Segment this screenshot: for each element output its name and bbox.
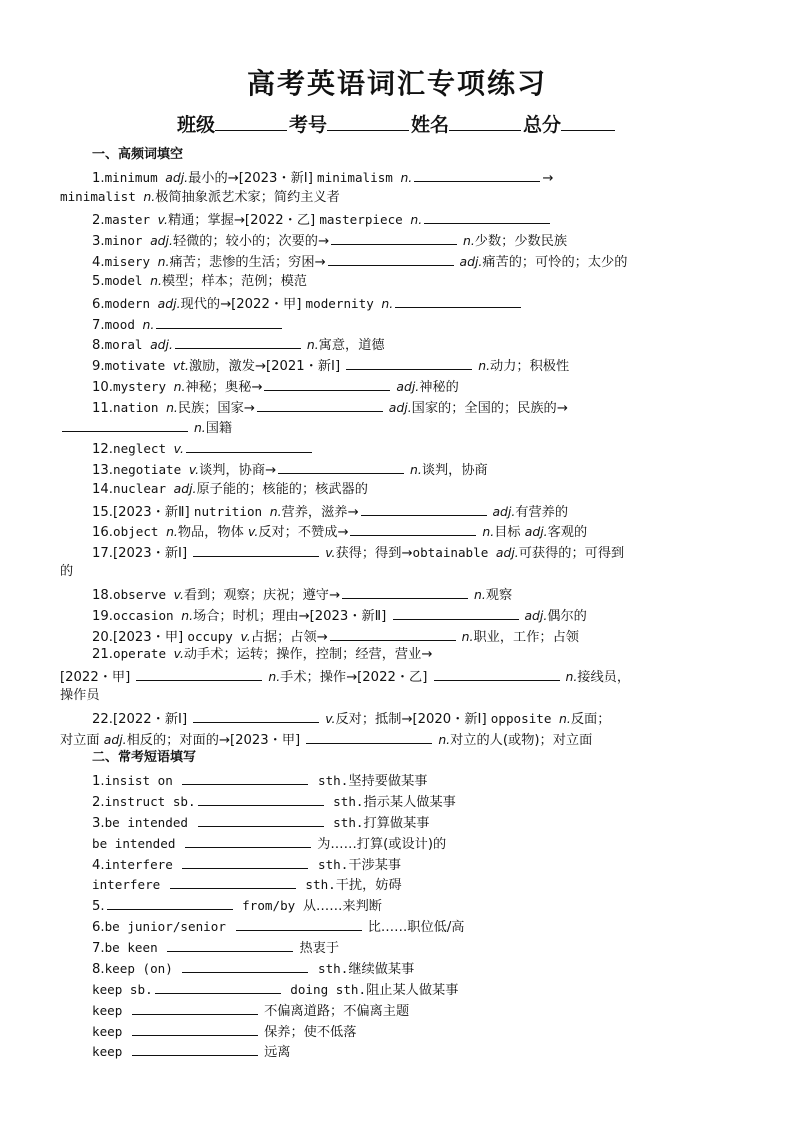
text: 比……职位低/高 <box>363 920 465 935</box>
english-text: motivate <box>104 358 173 373</box>
answer-blank[interactable] <box>342 584 468 599</box>
text: 少数；少数民族 <box>474 234 568 249</box>
english-text: moral <box>104 337 151 352</box>
text: 动力；积极性 <box>490 359 570 374</box>
english-text: keep sb. <box>92 982 153 997</box>
exercise-line <box>92 521 587 542</box>
text: 原子能的；核能的；核武器的 <box>196 482 368 497</box>
part-of-speech: n. <box>173 379 186 394</box>
exercise-line <box>92 937 339 958</box>
text: 15.[2023・新Ⅱ] <box>92 505 194 520</box>
english-text: sth. <box>297 877 336 892</box>
english-text: minimum <box>104 170 166 185</box>
part-of-speech: adj. <box>495 545 519 560</box>
english-text: doing sth. <box>282 982 367 997</box>
answer-blank[interactable] <box>424 209 550 224</box>
exercise-line <box>92 459 488 480</box>
text: 二、常考短语填写 <box>92 750 197 765</box>
part-of-speech: v. <box>321 545 336 560</box>
text: 16. <box>92 525 113 540</box>
exercise-line <box>92 833 446 854</box>
text: 4. <box>92 858 105 873</box>
english-text: interfere <box>92 877 168 892</box>
english-text: master <box>104 212 158 227</box>
answer-blank[interactable] <box>132 1041 258 1056</box>
part-of-speech: v. <box>248 524 259 539</box>
part-of-speech: n. <box>269 504 282 519</box>
answer-blank[interactable] <box>62 417 188 432</box>
english-text: minimalist <box>60 189 144 204</box>
text: 14. <box>92 482 113 497</box>
text: 客观的 <box>547 525 588 540</box>
part-of-speech: n. <box>190 420 206 435</box>
part-of-speech: n. <box>559 711 571 726</box>
text: 热衷于 <box>295 941 340 956</box>
english-text: be intended <box>92 836 183 851</box>
english-text: occasion <box>112 608 182 623</box>
answer-blank[interactable] <box>330 626 456 641</box>
text: 8. <box>92 338 105 353</box>
text: 目标 <box>494 525 525 540</box>
part-of-speech: n. <box>166 524 178 539</box>
text: 不偏离道路；不偏离主题 <box>259 1004 410 1019</box>
part-of-speech: v. <box>240 629 251 644</box>
page-title: 高考英语词汇专项练习 <box>246 67 547 100</box>
answer-blank[interactable] <box>182 958 308 973</box>
text: 坚持要做某事 <box>348 774 428 789</box>
exercise-line <box>92 770 427 791</box>
exercise-line <box>92 1041 291 1062</box>
answer-blank[interactable] <box>393 605 519 620</box>
text: 17.[2023・新Ⅰ] <box>92 546 192 561</box>
part-of-speech: adj. <box>103 732 127 747</box>
english-text: interfere <box>104 857 181 872</box>
answer-blank[interactable] <box>395 293 521 308</box>
english-text: misery <box>104 254 158 269</box>
answer-blank[interactable] <box>132 1000 258 1015</box>
part-of-speech: n. <box>457 629 474 644</box>
english-text: opposite <box>490 711 560 726</box>
part-of-speech: adj. <box>165 170 189 185</box>
text: 2. <box>92 213 105 228</box>
text: 阻止某人做某事 <box>366 983 459 998</box>
text: 从……来判断 <box>302 899 382 914</box>
text: 干涉某事 <box>348 858 402 873</box>
exercise-line <box>60 563 73 581</box>
part-of-speech: adj. <box>392 379 420 394</box>
exam-number-label: 考号 <box>288 114 327 136</box>
exercise-line <box>92 480 368 499</box>
text: 6. <box>92 920 105 935</box>
part-of-speech: n. <box>478 524 495 539</box>
english-text: minimalism <box>317 170 401 185</box>
class-label: 班级 <box>176 114 215 136</box>
section-heading <box>92 146 183 164</box>
exercise-line <box>92 605 587 626</box>
text: 偶尔的 <box>547 609 587 624</box>
exercise-line <box>92 501 568 522</box>
text: 观察 <box>485 588 513 603</box>
answer-blank[interactable] <box>257 397 383 412</box>
text: 手术；操作→[2022・乙] <box>280 670 432 685</box>
part-of-speech: vt. <box>172 358 189 373</box>
part-of-speech: v. <box>173 646 184 661</box>
english-text: keep <box>92 1044 130 1059</box>
part-of-speech: v. <box>173 587 184 602</box>
exercise-line <box>92 355 569 376</box>
part-of-speech: adj. <box>488 504 516 519</box>
part-of-speech: n. <box>561 669 578 684</box>
answer-blank[interactable] <box>193 542 319 557</box>
english-text: nation <box>112 400 167 415</box>
text: 痛苦；悲惨的生活；穷困→ <box>169 255 326 270</box>
text: 4. <box>92 255 105 270</box>
english-text: masterpiece <box>319 212 411 227</box>
english-text: mystery <box>112 379 174 394</box>
text: 22.[2022・新Ⅰ] <box>92 712 192 727</box>
exercise-line <box>92 645 432 664</box>
text: 操作员 <box>60 688 100 703</box>
part-of-speech: n. <box>181 608 194 623</box>
text: 物品，物体 <box>177 525 248 540</box>
answer-blank[interactable] <box>350 521 476 536</box>
answer-blank[interactable] <box>331 230 457 245</box>
english-text: sth. <box>310 773 349 788</box>
english-text: modernity <box>305 296 382 311</box>
answer-blank[interactable] <box>185 833 311 848</box>
text: 对立面 <box>60 733 104 748</box>
english-text: nutrition <box>193 504 270 519</box>
text: 7. <box>92 318 105 333</box>
exercise-line <box>92 272 307 291</box>
text: 接线员， <box>577 670 631 685</box>
part-of-speech: adj. <box>150 337 173 352</box>
exercise-line <box>92 854 401 875</box>
exercise-line <box>92 438 314 459</box>
exercise-line <box>92 230 567 251</box>
exercise-line <box>92 979 458 1000</box>
text: 11. <box>92 401 113 416</box>
exercise-line <box>92 895 382 916</box>
text: 干扰，妨碍 <box>335 878 402 893</box>
part-of-speech: adj. <box>520 608 548 623</box>
answer-blank[interactable] <box>306 729 432 744</box>
text: 寓意，道德 <box>318 338 385 353</box>
answer-blank[interactable] <box>167 937 293 952</box>
english-text: neglect <box>112 441 174 456</box>
text: 12. <box>92 442 113 457</box>
answer-blank[interactable] <box>328 251 454 266</box>
exercise-line <box>92 334 385 355</box>
part-of-speech: v. <box>157 212 168 227</box>
text: 指示某人做某事 <box>363 795 456 810</box>
english-text: sth. <box>310 857 349 872</box>
english-text: sth. <box>325 794 364 809</box>
text: 1. <box>92 171 105 186</box>
english-text: keep <box>92 1024 130 1039</box>
exercise-line <box>92 209 552 230</box>
text: 21. <box>92 647 113 662</box>
text: [2022・甲] <box>60 670 135 685</box>
text: 9. <box>92 359 105 374</box>
part-of-speech: n. <box>474 358 491 373</box>
answer-blank[interactable] <box>156 314 282 329</box>
answer-blank[interactable] <box>278 459 404 474</box>
part-of-speech: adj. <box>524 524 548 539</box>
exercise-line <box>92 958 414 979</box>
part-of-speech: n. <box>143 189 156 204</box>
text: 远离 <box>259 1045 291 1060</box>
english-text: minor <box>104 233 151 248</box>
text: 谈判，协商 <box>421 463 488 478</box>
english-text: keep (on) <box>104 961 181 976</box>
part-of-speech: n. <box>410 212 423 227</box>
text: 18. <box>92 588 113 603</box>
text: 神秘；奥秘→ <box>185 380 263 395</box>
text: 极简抽象派艺术家；简约主义者 <box>155 190 340 205</box>
name-label: 姓名 <box>411 114 450 136</box>
exercise-line <box>92 916 464 937</box>
text: 3. <box>92 234 105 249</box>
answer-blank[interactable] <box>186 438 312 453</box>
english-text: be intended <box>104 815 196 830</box>
text: 国籍 <box>205 421 233 436</box>
english-text: be keen <box>104 940 166 955</box>
text: 6. <box>92 297 105 312</box>
part-of-speech: n. <box>302 337 319 352</box>
text: 继续做某事 <box>348 962 415 977</box>
exercise-line <box>92 293 523 314</box>
text: 轻微的；较小的；次要的→ <box>172 234 330 249</box>
part-of-speech: adj. <box>173 481 197 496</box>
english-text: mood <box>104 317 143 332</box>
text: 打算做某事 <box>363 816 430 831</box>
text: 20.[2023・甲] <box>92 630 188 645</box>
text: 为……打算(或设计)的 <box>313 837 447 852</box>
text: 19. <box>92 609 113 624</box>
part-of-speech: v. <box>188 462 200 477</box>
answer-blank[interactable] <box>414 167 540 182</box>
part-of-speech: n. <box>264 669 281 684</box>
text: 谈判，协商→ <box>199 463 277 478</box>
english-text: sth. <box>325 815 364 830</box>
part-of-speech: adj. <box>150 233 173 248</box>
english-text: be junior/senior <box>104 919 234 934</box>
exercise-line <box>92 376 459 397</box>
text: 1. <box>92 774 105 789</box>
text: 模型；样本；范例；模范 <box>161 274 307 289</box>
exercise-line <box>60 188 340 207</box>
part-of-speech: n. <box>150 273 162 288</box>
english-text: operate <box>112 646 174 661</box>
answer-blank[interactable] <box>361 501 487 516</box>
part-of-speech: n. <box>470 587 486 602</box>
answer-blank[interactable] <box>198 791 324 806</box>
text: 8. <box>92 962 105 977</box>
answer-blank[interactable] <box>236 916 362 931</box>
text: 有营养的 <box>515 505 569 520</box>
text: 10. <box>92 380 113 395</box>
part-of-speech: n. <box>459 233 475 248</box>
english-text: keep <box>92 1003 130 1018</box>
english-text: nuclear <box>112 481 174 496</box>
text: 民族；国家→ <box>177 401 255 416</box>
english-text: object <box>112 524 167 539</box>
english-text: negotiate <box>112 462 189 477</box>
exercise-line <box>92 584 512 605</box>
text: 最小的→[2023・新Ⅰ] <box>188 171 318 186</box>
exercise-line <box>92 397 568 418</box>
text: 神秘的 <box>419 380 459 395</box>
exercise-line <box>92 251 627 272</box>
part-of-speech: n. <box>434 732 451 747</box>
text: 国家的；全国的；民族的→ <box>411 401 568 416</box>
text: 职业，工作；占领 <box>473 630 579 645</box>
exercise-line <box>92 314 284 335</box>
part-of-speech: n. <box>400 170 413 185</box>
part-of-speech: n. <box>406 462 422 477</box>
part-of-speech: adj. <box>157 296 181 311</box>
text: 可获得的；可得到 <box>518 546 625 561</box>
answer-blank[interactable] <box>434 666 560 681</box>
english-text: observe <box>112 587 174 602</box>
text: 获得；得到→ <box>335 546 413 561</box>
english-text: insist on <box>104 773 181 788</box>
answer-blank[interactable] <box>198 812 324 827</box>
text: 精通；掌握→[2022・乙] <box>167 213 320 228</box>
exercise-line <box>92 167 553 188</box>
text: → <box>542 171 554 186</box>
exercise-line <box>92 1021 356 1042</box>
part-of-speech: n. <box>166 400 178 415</box>
part-of-speech: n. <box>381 296 394 311</box>
exercise-line <box>60 417 232 438</box>
answer-blank[interactable] <box>170 874 296 889</box>
part-of-speech: adj. <box>455 254 483 269</box>
english-text: sth. <box>310 961 349 976</box>
text: 营养，滋养→ <box>281 505 359 520</box>
answer-blank[interactable] <box>193 708 319 723</box>
exercise-line <box>60 687 100 705</box>
text: 2. <box>92 795 105 810</box>
exercise-line <box>92 874 402 895</box>
english-text: modern <box>104 296 158 311</box>
english-text: model <box>104 273 151 288</box>
exercise-line <box>92 812 429 833</box>
english-text: obtainable <box>412 545 496 560</box>
text: 激励，激发→[2021・新Ⅰ] <box>188 359 345 374</box>
text: 保养；使不低落 <box>259 1025 357 1040</box>
answer-blank[interactable] <box>136 666 262 681</box>
answer-blank[interactable] <box>155 979 281 994</box>
text: 痛苦的；可怜的；太少的 <box>482 255 628 270</box>
text: 相反的；对面的→[2023・甲] <box>126 733 305 748</box>
exercise-line <box>60 729 592 750</box>
answer-blank[interactable] <box>182 770 308 785</box>
answer-blank[interactable] <box>175 334 301 349</box>
section-heading <box>92 749 196 767</box>
english-text: from/by <box>234 898 303 913</box>
text: 看到；观察；庆祝；遵守→ <box>183 588 341 603</box>
part-of-speech: adj. <box>384 400 412 415</box>
text: 占据；占领→ <box>250 630 328 645</box>
answer-blank[interactable] <box>107 895 233 910</box>
text: 3. <box>92 816 105 831</box>
exercise-line <box>92 708 610 729</box>
text: 场合；时机；理由→[2023・新Ⅱ] <box>193 609 391 624</box>
text: 一、高频词填空 <box>92 147 184 162</box>
part-of-speech: v. <box>321 711 336 726</box>
english-text: occupy <box>187 629 241 644</box>
part-of-speech: n. <box>157 254 170 269</box>
text: 5. <box>92 899 105 914</box>
text: 5. <box>92 274 105 289</box>
answer-blank[interactable] <box>132 1021 258 1036</box>
text: 7. <box>92 941 105 956</box>
exercise-line <box>92 542 624 563</box>
text: 对立的人(或物)；对立面 <box>450 733 593 748</box>
text: 的 <box>60 564 74 579</box>
text: 反对；不赞成→ <box>258 525 349 540</box>
text: 13. <box>92 463 113 478</box>
text: 现代的→[2022・甲] <box>180 297 306 312</box>
answer-blank[interactable] <box>346 355 472 370</box>
exercise-line <box>92 626 579 647</box>
english-text: instruct sb. <box>104 794 196 809</box>
text: 反对；抵制→[2020・新Ⅰ] <box>335 712 491 727</box>
text: 动手术；运转；操作，控制；经营，营业→ <box>183 647 433 662</box>
exercise-line <box>92 791 456 812</box>
answer-blank[interactable] <box>182 854 308 869</box>
part-of-speech: n. <box>142 317 155 332</box>
exercise-line <box>60 666 630 687</box>
text: 反面； <box>570 712 611 727</box>
part-of-speech: v. <box>173 441 184 456</box>
score-label: 总分 <box>523 114 562 136</box>
exercise-line <box>92 1000 409 1021</box>
answer-blank[interactable] <box>264 376 390 391</box>
